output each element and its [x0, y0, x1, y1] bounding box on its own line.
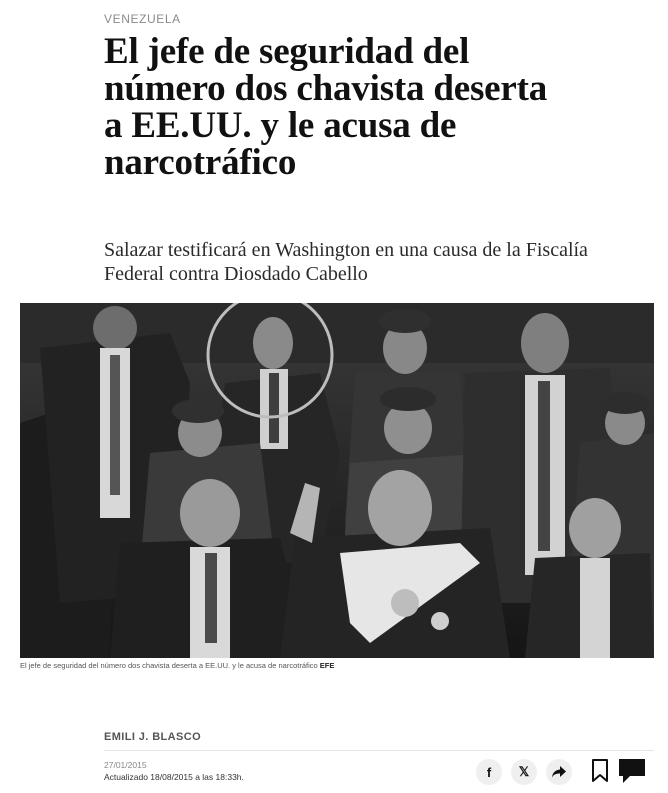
- facebook-icon: f: [486, 764, 492, 780]
- article-headline: El jefe de seguridad del número dos chavista deserta a EE.UU. y le acusa de narcotráfico: [104, 31, 548, 183]
- publish-date: 27/01/2015: [104, 760, 147, 770]
- divider: [104, 750, 654, 751]
- bookmark-icon: [591, 758, 609, 784]
- photo-caption-text: El jefe de seguridad del número dos chavista deserta a EE.UU. y le acusa de narcotráfico: [20, 661, 318, 670]
- author-name[interactable]: EMILI J. BLASCO: [104, 731, 202, 743]
- photo-credit: EFE: [319, 661, 335, 670]
- comment-icon: [617, 757, 647, 785]
- article-photo: [20, 303, 654, 658]
- comments-button[interactable]: [617, 757, 647, 785]
- share-arrow-icon: [552, 766, 566, 778]
- article-subtitle: Salazar testificará en Washington en una causa de la Fiscalía Federal contra Diosdado Cabello: [104, 239, 588, 285]
- bookmark-button[interactable]: [591, 758, 609, 784]
- updated-timestamp: Actualizado 18/08/2015 a las 18:33h.: [104, 772, 244, 782]
- x-icon: 𝕏: [518, 764, 530, 779]
- share-x-button[interactable]: [511, 759, 537, 785]
- share-facebook-button[interactable]: [476, 759, 502, 785]
- share-forward-button[interactable]: [546, 759, 572, 785]
- photo-caption: [20, 661, 334, 670]
- section-label[interactable]: VENEZUELA: [104, 12, 181, 26]
